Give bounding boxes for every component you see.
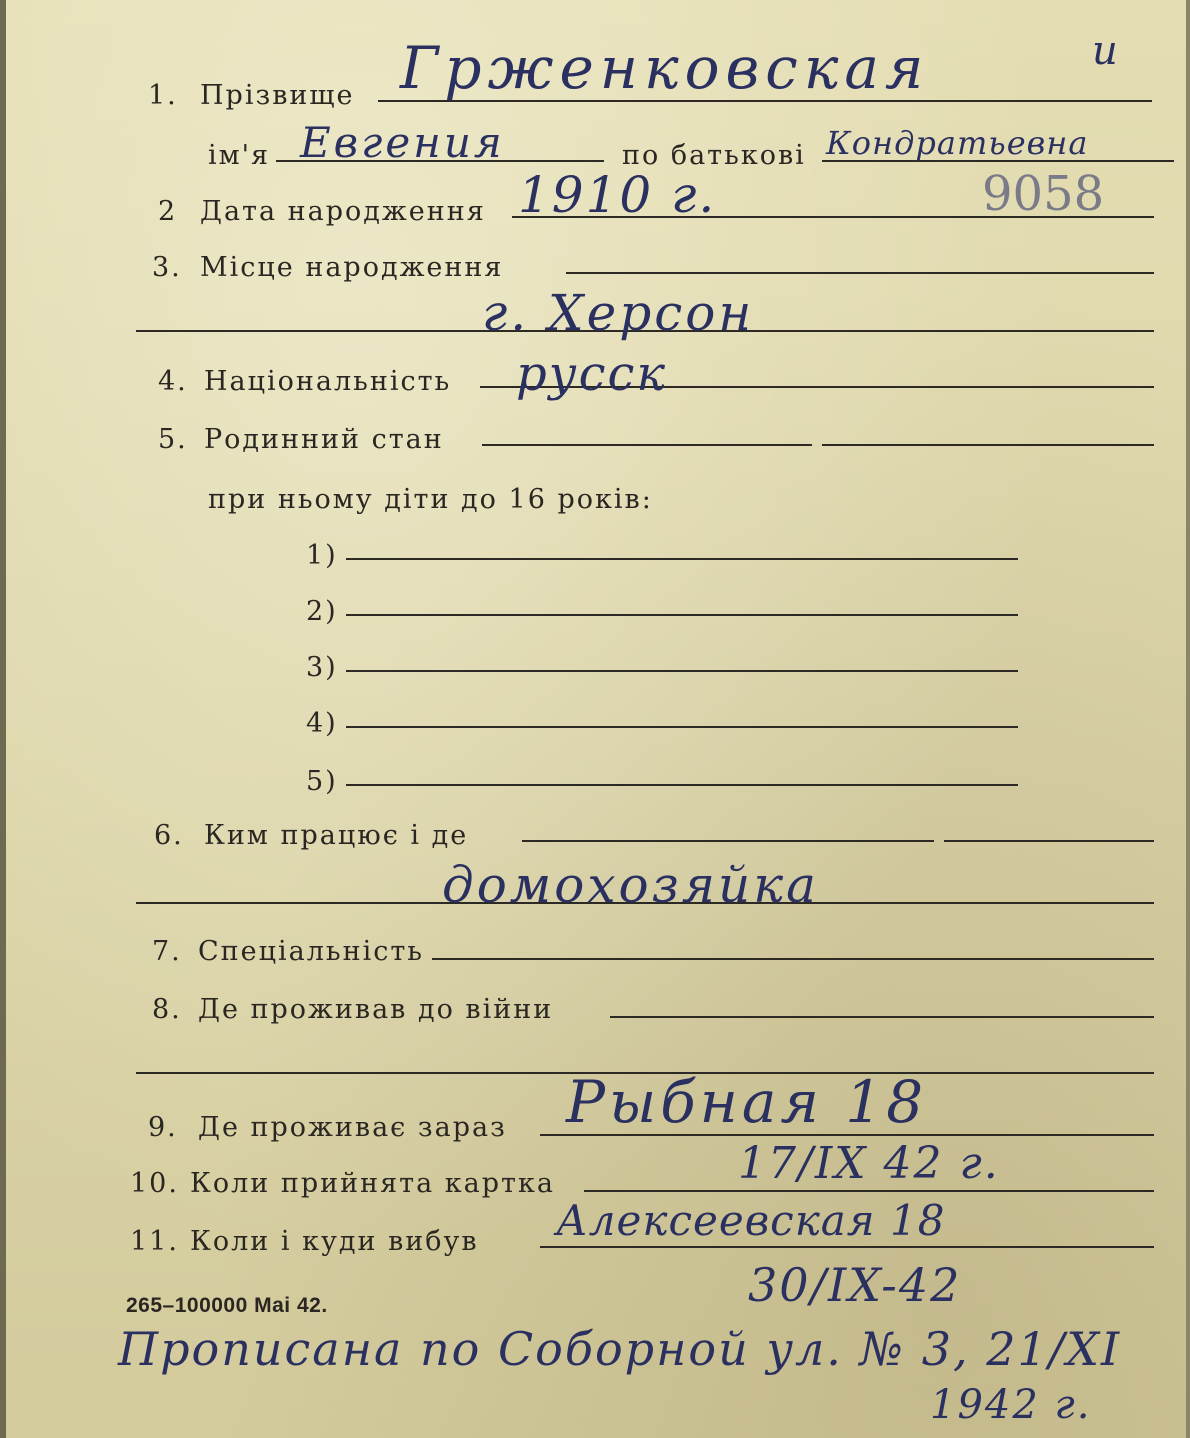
handwritten-nationality: русск bbox=[516, 346, 667, 402]
field-5-label: Родинний стан bbox=[204, 424, 444, 455]
field-7-line bbox=[432, 958, 1154, 960]
field-4-label: Національність bbox=[204, 366, 452, 397]
child-line-1 bbox=[346, 558, 1018, 560]
field-5-children-label: при ньому діти до 16 років: bbox=[208, 484, 653, 515]
field-11-line bbox=[540, 1246, 1154, 1248]
child-line-5 bbox=[346, 784, 1018, 786]
field-8-label: Де проживав до війни bbox=[198, 994, 554, 1025]
handwritten-surname: Грженковская bbox=[400, 34, 930, 102]
field-3-number: 3. bbox=[152, 252, 182, 283]
handwritten-birth-place: г. Херсон bbox=[482, 284, 755, 342]
field-1-number: 1. bbox=[148, 80, 178, 111]
field-9-number: 9. bbox=[148, 1112, 178, 1143]
child-number-2: 2) bbox=[306, 596, 338, 627]
child-line-4 bbox=[346, 726, 1018, 728]
child-number-5: 5) bbox=[306, 766, 338, 797]
field-5-line-a bbox=[482, 444, 812, 446]
field-4-number: 4. bbox=[158, 366, 188, 397]
field-7-label: Спеціальність bbox=[198, 936, 424, 967]
handwritten-corner-mark: и bbox=[1092, 28, 1118, 74]
handwritten-footer-year: 1942 г. bbox=[930, 1382, 1092, 1428]
field-1-label: Прізвище bbox=[200, 80, 355, 111]
card-edge-right bbox=[1186, 0, 1190, 1438]
field-6-number: 6. bbox=[154, 820, 184, 851]
handwritten-current-address: Рыбная 18 bbox=[566, 1068, 928, 1136]
field-11-label: Коли і куди вибув bbox=[190, 1226, 479, 1257]
field-8-line bbox=[610, 1016, 1154, 1018]
field-9-label: Де проживає зараз bbox=[198, 1112, 507, 1143]
field-8-number: 8. bbox=[152, 994, 182, 1025]
field-2-label: Дата народження bbox=[200, 196, 486, 227]
child-number-1: 1) bbox=[306, 540, 338, 571]
handwritten-departure-date: 30/IX-42 bbox=[748, 1258, 962, 1312]
child-number-3: 3) bbox=[306, 652, 338, 683]
handwritten-birth-date: 1910 г. bbox=[518, 166, 717, 224]
field-6-label: Ким працює і де bbox=[204, 820, 469, 851]
field-5-number: 5. bbox=[158, 424, 188, 455]
field-1-name-label: ім'я bbox=[208, 140, 271, 171]
field-6-line-b bbox=[944, 840, 1154, 842]
field-3-label: Місце народження bbox=[200, 252, 504, 283]
field-10-number: 10. bbox=[130, 1168, 179, 1199]
field-10-line bbox=[584, 1190, 1154, 1192]
field-3-line bbox=[566, 272, 1154, 274]
card-edge-left bbox=[0, 0, 6, 1438]
field-2-number: 2 bbox=[158, 196, 178, 227]
field-1-patronymic-label: по батькові bbox=[622, 140, 806, 171]
handwritten-departure: Алексеевская 18 bbox=[556, 1196, 946, 1245]
handwritten-footer-note: Прописана по Соборной ул. № 3, 21/XI bbox=[118, 1322, 1122, 1376]
stamp-number: 9058 bbox=[982, 166, 1105, 222]
handwritten-occupation: домохозяйка bbox=[442, 856, 819, 914]
child-line-3 bbox=[346, 670, 1018, 672]
field-10-label: Коли прийнята картка bbox=[190, 1168, 555, 1199]
print-code: 265–100000 Mai 42. bbox=[126, 1294, 328, 1317]
handwritten-card-accepted: 17/IX 42 г. bbox=[738, 1138, 1000, 1189]
field-7-number: 7. bbox=[152, 936, 182, 967]
field-11-number: 11. bbox=[130, 1226, 179, 1257]
handwritten-patronymic: Кондратьевна bbox=[826, 124, 1089, 162]
field-6-line-a bbox=[522, 840, 934, 842]
handwritten-first-name: Евгения bbox=[300, 118, 505, 167]
child-line-2 bbox=[346, 614, 1018, 616]
child-number-4: 4) bbox=[306, 708, 338, 739]
field-5-line-b bbox=[822, 444, 1154, 446]
